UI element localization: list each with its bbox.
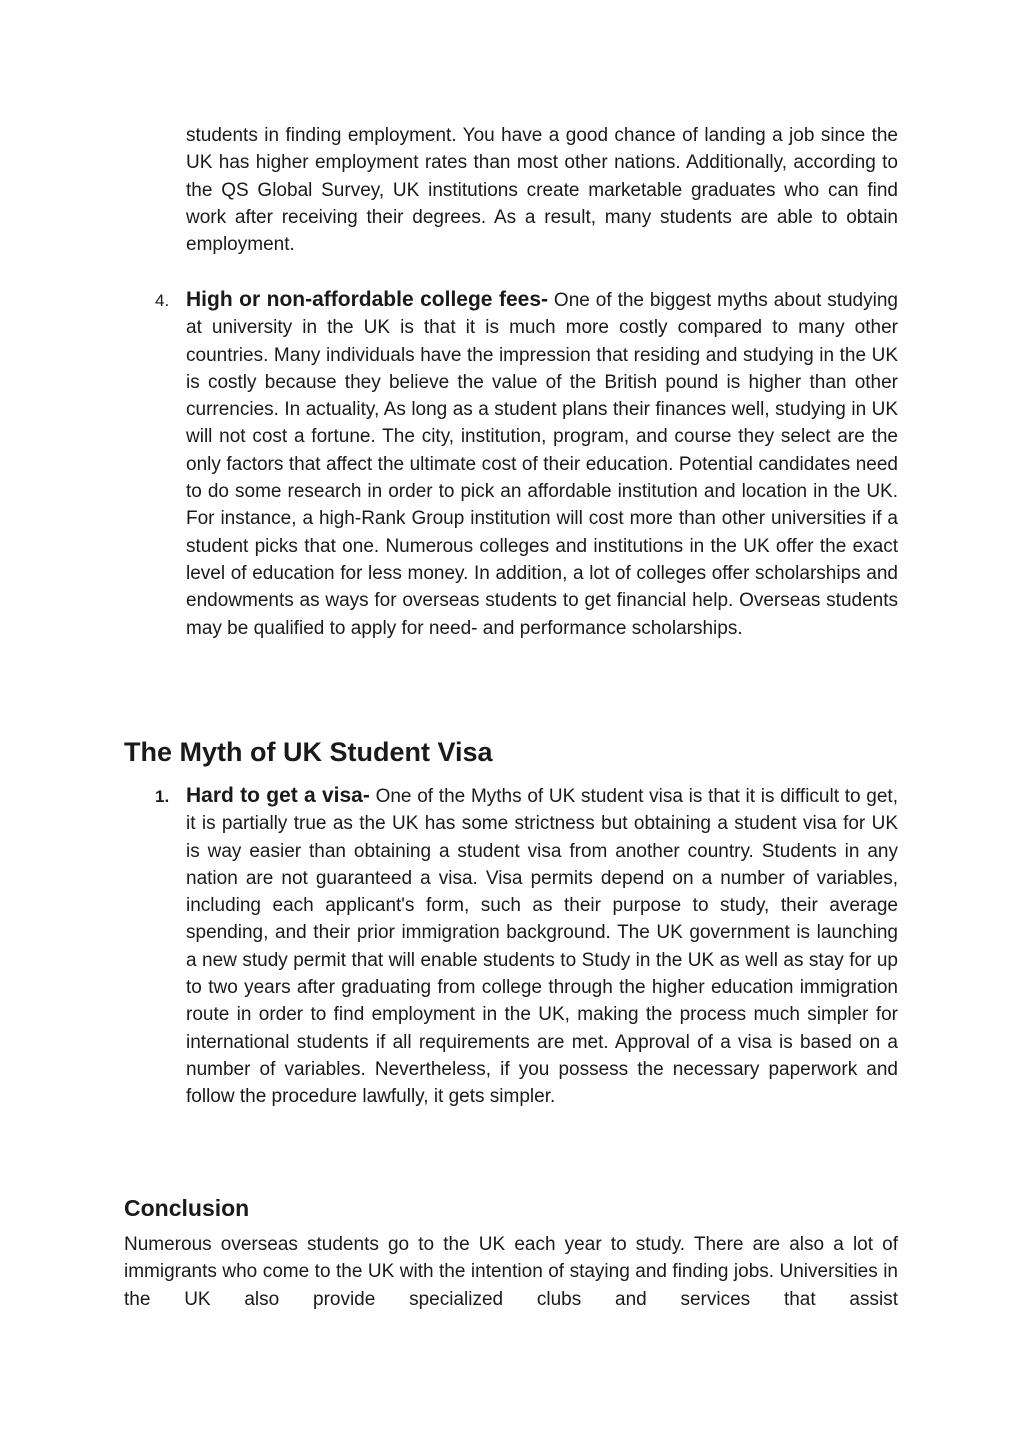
visa-item-body: One of the Myths of UK student visa is that it is difficult to get, it is partially true as the UK has some strictness but obtaining a student visa for UK is way easier than obtaining a student visa from another country. Students in any nation are not guaranteed a visa. Visa permits depend on a number of variables, including each applicant's form, such as their purpose to study, their average spending, and their prior immigration background. The UK government is launching a new study permit that will enable students to Study in the UK as well as stay for up to two years after graduating from college through the higher education immigration route in order to find employment in the UK, making the process much simpler for international students if all requirements are met. Approval of a visa is based on a number of variables. Nevertheless, if you possess the necessary paperwork and follow the procedure lawfully, it gets simpler.	[186, 786, 898, 1108]
fees-item-lead: High or non-affordable college fees-	[186, 288, 548, 311]
visa-section-heading: The Myth of UK Student Visa	[124, 737, 493, 767]
fees-item-paragraph	[186, 286, 898, 642]
intro-continuation-paragraph: students in finding employment. You have a good chance of landing a job since the UK has higher employment rates than most other nations. Additionally, according to the QS Global Survey, UK institutions create marketable graduates who can find work after receiving their degrees. As a result, many students are able to obtain employment.	[186, 125, 898, 256]
visa-item-lead: Hard to get a visa-	[186, 784, 370, 807]
conclusion-heading: Conclusion	[124, 1195, 250, 1221]
visa-item-number: 1.	[155, 787, 170, 806]
conclusion-paragraph: Numerous overseas students go to the UK each year to study. There are also a lot of immigrants who come to the UK with the intention of staying and finding jobs. Universities in the UK also provide specialized clubs and services that assist	[124, 1234, 898, 1310]
fees-item-number: 4.	[155, 291, 170, 310]
fees-item-body: One of the biggest myths about studying at university in the UK is that it is much more costly compared to many other countries. Many individuals have the impression that residing and studying in the UK is costly because they believe the value of the British pound is higher than other currencies. In actuality, As long as a student plans their finances well, studying in UK will not cost a fortune. The city, institution, program, and course they select are the only factors that affect the ultimate cost of their education. Potential candidates need to do some research in order to pick an affordable institution and location in the UK. For instance, a high-Rank Group institution will cost more than other universities if a student picks that one. Numerous colleges and institutions in the UK offer the exact level of education for less money. In addition, a lot of colleges offer scholarships and endowments as ways for overseas students to get financial help. Overseas students may be qualified to apply for need- and performance scholarships.	[186, 290, 898, 639]
visa-item-paragraph	[186, 782, 898, 1111]
